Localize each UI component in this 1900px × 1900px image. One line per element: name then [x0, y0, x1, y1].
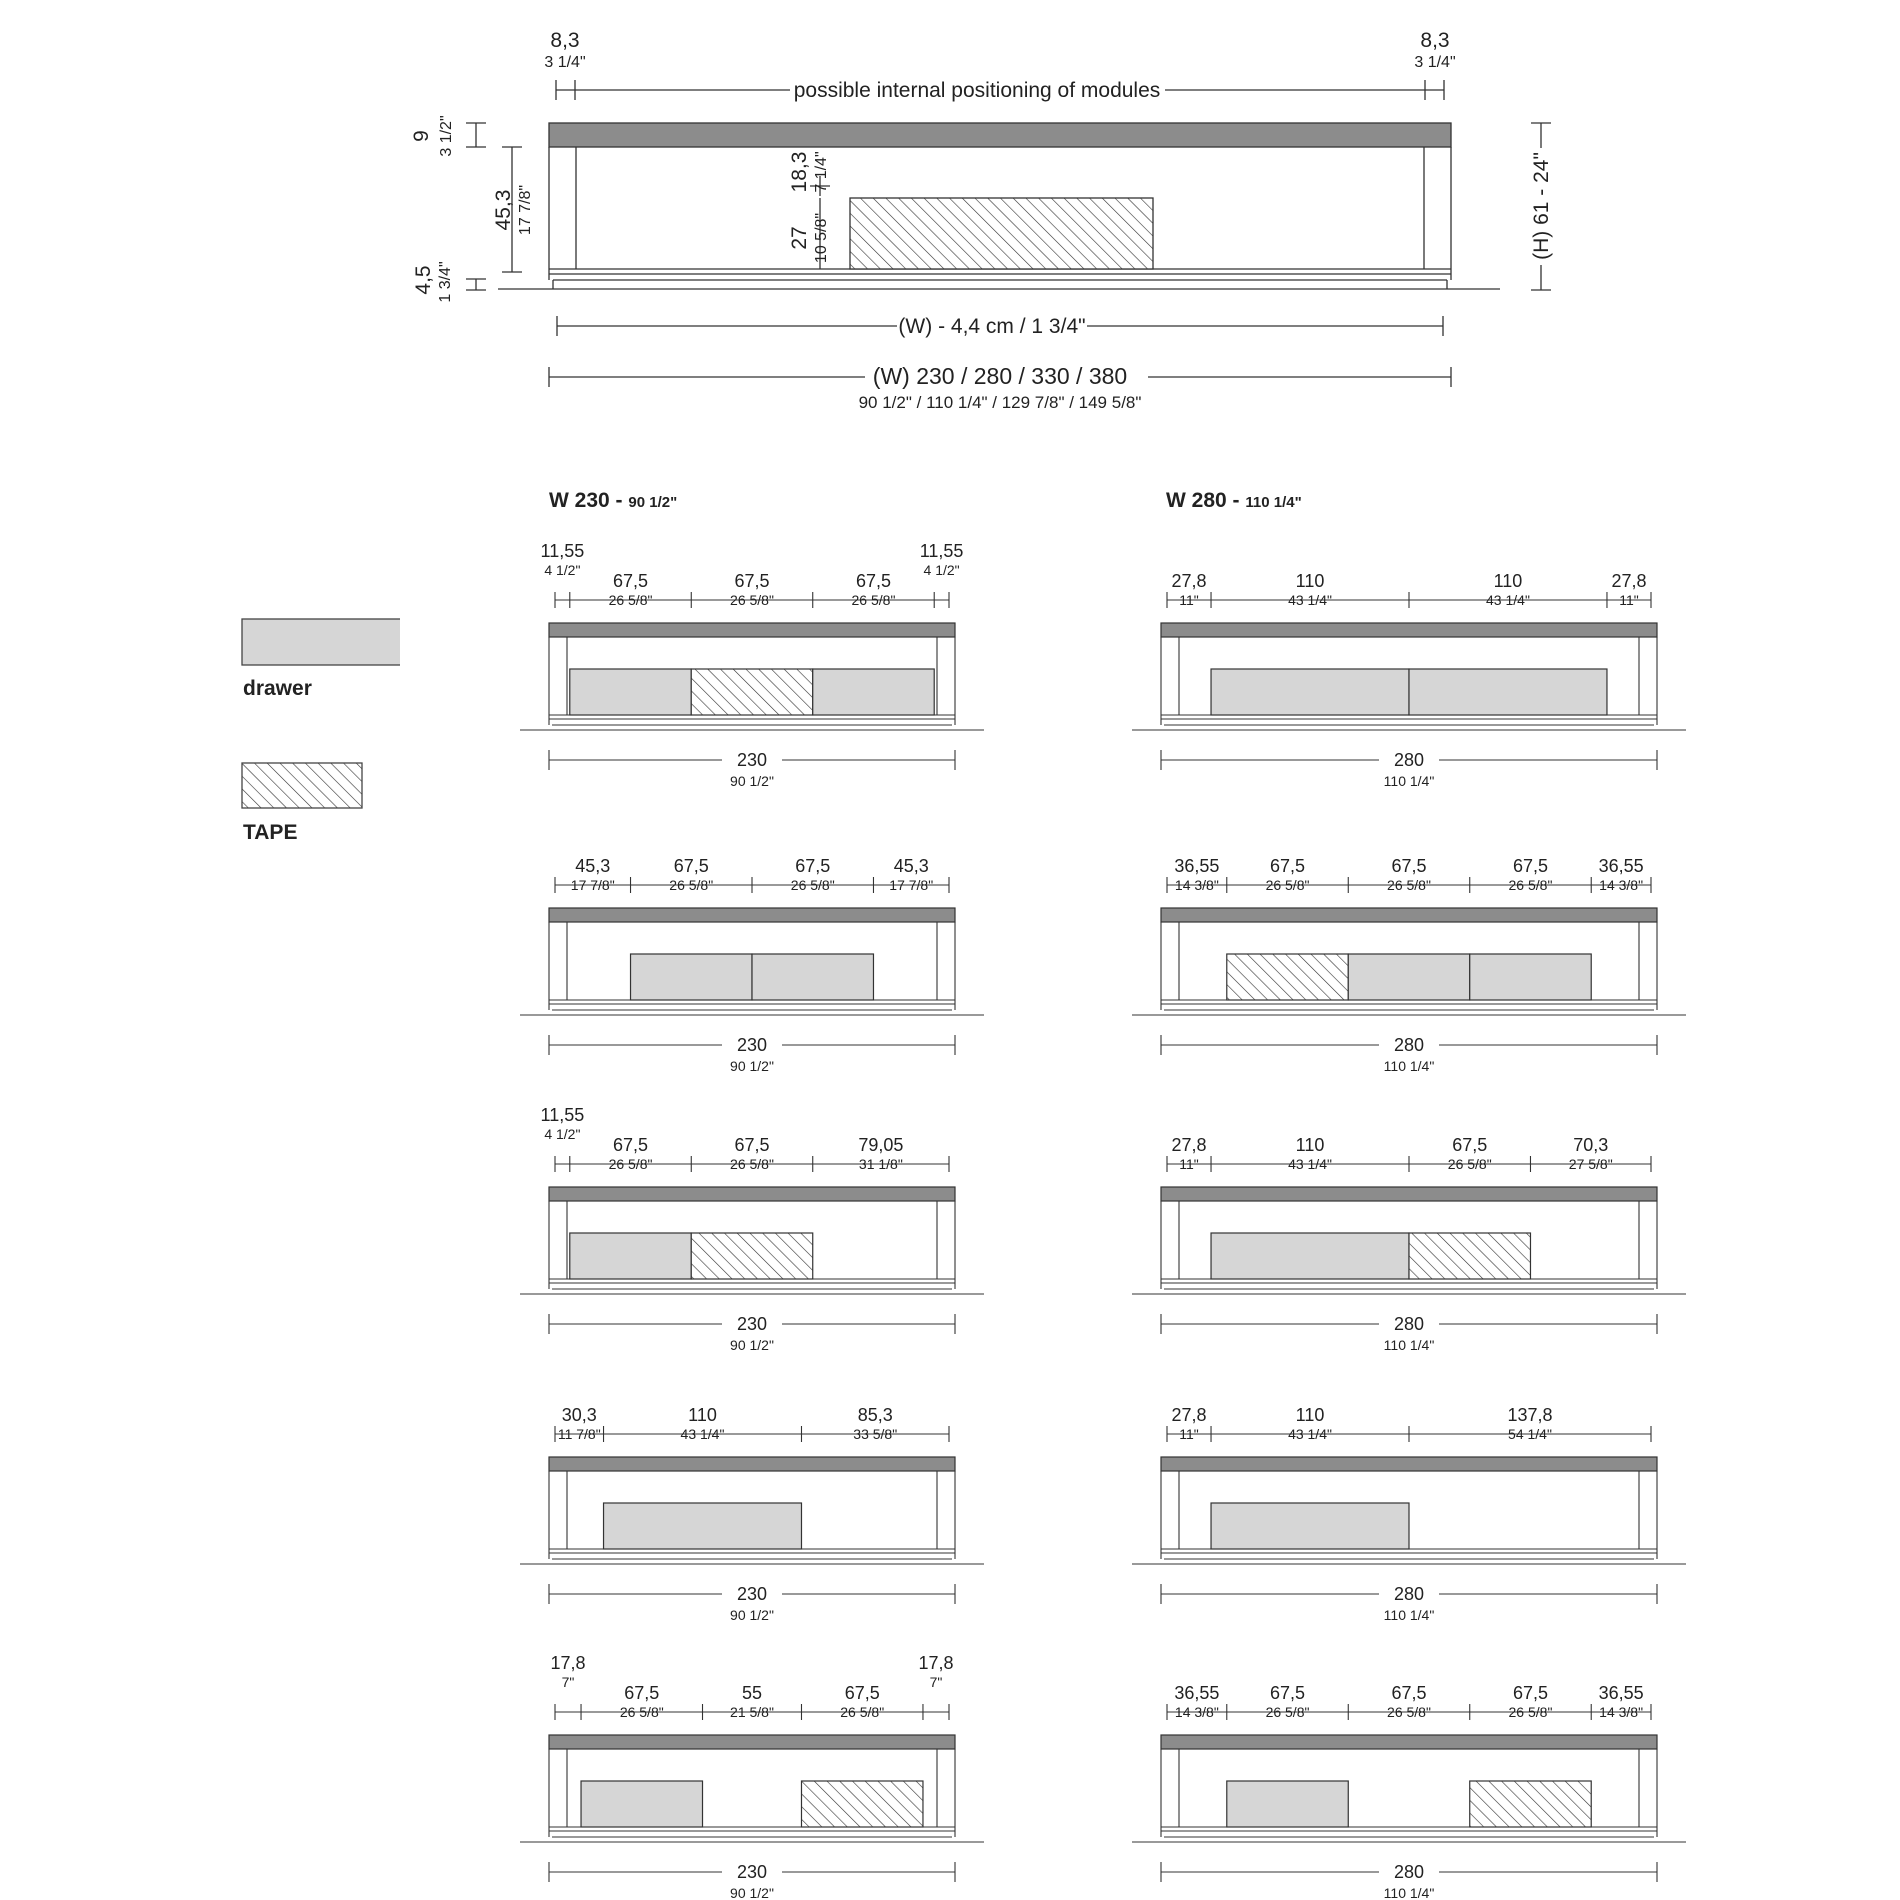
- legend-tape-label: TAPE: [243, 821, 298, 844]
- w230-config-4-dim-1-cm: 110: [688, 1405, 717, 1425]
- w230-config-4-dim-0-cm: 30,3: [561, 1405, 597, 1425]
- overview-top-cm: 9: [410, 130, 433, 142]
- overview-height-label: (H) 61 - 24": [1530, 152, 1553, 260]
- w230-config-4-dim-1-in: 43 1/4": [680, 1426, 725, 1442]
- w280-config-5-dim-4-cm: 36,55: [1598, 1683, 1644, 1703]
- w230-config-3-dim-0-cm: 11,55: [540, 1105, 585, 1125]
- w280-config-4-dim-1-cm: 110: [1295, 1405, 1325, 1425]
- w280-config-2-dim-2-cm: 67,5: [1391, 856, 1427, 876]
- w280-config-1-dim-0-cm: 27,8: [1171, 571, 1207, 591]
- w230-config-3-dim-2-in: 26 5/8": [730, 1156, 774, 1172]
- w280-config-4-total-in: 110 1/4": [1383, 1607, 1435, 1623]
- w230-config-5-dim-0-cm: 17,8: [550, 1653, 586, 1673]
- w230-config-2-module-1-drawer: [752, 954, 873, 1000]
- w230-config-1-dim-0-in: 4 1/2": [544, 562, 581, 578]
- w230-config-4-module-0-drawer: [604, 1503, 802, 1549]
- overview-tape-module: [850, 198, 1153, 269]
- w280-config-4-top-panel: [1161, 1457, 1657, 1471]
- w230-config-5-dim-1-cm: 67,5: [624, 1683, 660, 1703]
- w230-config-5-dim-4-in: 7": [929, 1674, 943, 1690]
- w230-config-1-dim-0-cm: 11,55: [540, 541, 585, 561]
- w230-config-3-dim-0-in: 4 1/2": [544, 1126, 581, 1142]
- w280-config-5-total-in: 110 1/4": [1383, 1885, 1435, 1900]
- w230-config-2-dim-2-cm: 67,5: [795, 856, 831, 876]
- w280-config-2-dim-4-in: 14 3/8": [1599, 877, 1644, 893]
- w230-config-1-dim-3-cm: 67,5: [855, 571, 891, 591]
- section-title-w280-main: W 280 -: [1166, 489, 1240, 512]
- w280-config-5-dim-1-in: 26 5/8": [1265, 1704, 1310, 1720]
- w230-config-1-dim-3-in: 26 5/8": [851, 592, 896, 608]
- w230-config-3-top-panel: [549, 1187, 955, 1201]
- w230-config-5-total-cm: 230: [736, 1862, 768, 1882]
- w230-config-1-dim-2-cm: 67,5: [734, 571, 770, 591]
- w280-config-1-dim-2-in: 43 1/4": [1486, 592, 1530, 608]
- overview-cavity-in: 17 7/8": [517, 184, 534, 236]
- w230-config-5-dim-3-cm: 67,5: [844, 1683, 880, 1703]
- w280-config-3-dim-1-in: 43 1/4": [1288, 1156, 1332, 1172]
- overview-side-clear-right-in: 3 1/4": [1414, 54, 1456, 71]
- w230-config-3-total-in: 90 1/2": [730, 1337, 774, 1353]
- w280-config-2-dim-0-in: 14 3/8": [1174, 877, 1219, 893]
- w280-config-2-dim-0-cm: 36,55: [1174, 856, 1220, 876]
- w280-config-2-dim-3-cm: 67,5: [1512, 856, 1549, 876]
- w230-config-3-dim-1-cm: 67,5: [613, 1135, 649, 1155]
- w280-config-4-dim-0-cm: 27,8: [1171, 1405, 1207, 1425]
- w280-config-3-module-1-tape: [1409, 1233, 1530, 1279]
- w280-config-5-top-panel: [1161, 1735, 1657, 1749]
- w230-config-2-dim-1-cm: 67,5: [673, 856, 709, 876]
- w280-config-4-dim-0-in: 11": [1179, 1426, 1199, 1442]
- overview-side-clear-left-in: 3 1/4": [544, 54, 586, 71]
- w230-config-5-dim-3-in: 26 5/8": [840, 1704, 885, 1720]
- w280-config-3-top-panel: [1161, 1187, 1657, 1201]
- overview-internal-label: possible internal positioning of modules: [793, 79, 1161, 102]
- overview-module-h-cm: 27: [788, 226, 811, 250]
- w230-config-2-dim-3-in: 17 7/8": [889, 877, 934, 893]
- w280-config-1-dim-3-cm: 27,8: [1611, 571, 1647, 591]
- w230-config-1-module-1-tape: [691, 669, 812, 715]
- w280-config-1-total-in: 110 1/4": [1383, 773, 1435, 789]
- w280-config-4-dim-2-in: 54 1/4": [1508, 1426, 1552, 1442]
- w230-config-5-dim-1-in: 26 5/8": [619, 1704, 664, 1720]
- overview-module-h-in: 10 5/8": [813, 212, 830, 264]
- w230-config-1-dim-1-in: 26 5/8": [608, 592, 653, 608]
- w230-config-1-dim-1-cm: 67,5: [613, 571, 649, 591]
- w280-config-3-dim-0-cm: 27,8: [1171, 1135, 1207, 1155]
- w280-config-1-dim-2-cm: 110: [1493, 571, 1523, 591]
- section-title-w230-main: W 230 -: [549, 489, 623, 512]
- w230-config-2-dim-2-in: 26 5/8": [790, 877, 835, 893]
- w280-config-4-dim-1-in: 43 1/4": [1288, 1426, 1332, 1442]
- w230-config-5-module-2-tape: [801, 1781, 922, 1827]
- w230-config-5-dim-2-in: 21 5/8": [730, 1704, 774, 1720]
- w280-config-5-module-2-tape: [1470, 1781, 1591, 1827]
- w280-config-1-dim-0-in: 11": [1179, 592, 1199, 608]
- overview-width-label-in: 90 1/2" / 110 1/4" / 129 7/8" / 149 5/8": [858, 393, 1142, 412]
- overview-side-clear-left-cm: 8,3: [550, 29, 580, 52]
- w230-config-4-dim-2-cm: 85,3: [857, 1405, 893, 1425]
- w280-config-3-total-cm: 280: [1393, 1314, 1425, 1334]
- overview-side-clear-right-cm: 8,3: [1420, 29, 1450, 52]
- w280-config-2-top-panel: [1161, 908, 1657, 922]
- w280-config-5-dim-4-in: 14 3/8": [1599, 1704, 1644, 1720]
- w280-config-1-total-cm: 280: [1393, 750, 1425, 770]
- w280-config-5-dim-3-in: 26 5/8": [1508, 1704, 1553, 1720]
- w280-config-2-total-in: 110 1/4": [1383, 1058, 1435, 1074]
- w280-config-2-dim-1-in: 26 5/8": [1265, 877, 1310, 893]
- w280-config-5-dim-2-cm: 67,5: [1391, 1683, 1427, 1703]
- overview-width-label: (W) 230 / 280 / 330 / 380: [872, 363, 1128, 389]
- w280-config-2-dim-2-in: 26 5/8": [1387, 877, 1431, 893]
- w230-config-4-total-in: 90 1/2": [730, 1607, 774, 1623]
- w280-config-2-module-1-drawer: [1348, 954, 1469, 1000]
- w230-config-1-top-panel: [549, 623, 955, 637]
- w280-config-2-module-0-tape: [1227, 954, 1348, 1000]
- w230-config-2-dim-3-cm: 45,3: [893, 856, 929, 876]
- w280-config-1-module-0-drawer: [1211, 669, 1409, 715]
- w280-config-1-dim-3-in: 11": [1619, 592, 1639, 608]
- w230-config-2-dim-0-in: 17 7/8": [570, 877, 615, 893]
- w230-config-5-dim-0-in: 7": [561, 1674, 575, 1690]
- w230-config-3-dim-2-cm: 67,5: [734, 1135, 770, 1155]
- w230-config-1-module-2-drawer: [813, 669, 934, 715]
- w230-config-1-total-cm: 230: [736, 750, 768, 770]
- w280-config-3-dim-1-cm: 110: [1295, 1135, 1325, 1155]
- w230-config-3-total-cm: 230: [736, 1314, 768, 1334]
- legend-drawer-label: drawer: [243, 677, 312, 700]
- w280-config-2-dim-3-in: 26 5/8": [1508, 877, 1553, 893]
- overview-top-in: 3 1/2": [438, 115, 455, 157]
- w230-config-4-total-cm: 230: [736, 1584, 768, 1604]
- w230-config-4-dim-2-in: 33 5/8": [853, 1426, 898, 1442]
- w280-config-5-dim-3-cm: 67,5: [1512, 1683, 1549, 1703]
- w230-config-3-dim-1-in: 26 5/8": [608, 1156, 653, 1172]
- w230-config-2-total-cm: 230: [736, 1035, 768, 1055]
- w230-config-4-dim-0-in: 11 7/8": [557, 1426, 601, 1442]
- w230-config-5-total-in: 90 1/2": [730, 1885, 774, 1900]
- w230-config-5-dim-2-cm: 55: [741, 1683, 763, 1703]
- w280-config-4-module-0-drawer: [1211, 1503, 1409, 1549]
- w280-config-1-top-panel: [1161, 623, 1657, 637]
- w280-config-2-dim-4-cm: 36,55: [1598, 856, 1644, 876]
- w280-config-3-total-in: 110 1/4": [1383, 1337, 1435, 1353]
- w280-config-5-dim-1-cm: 67,5: [1269, 1683, 1306, 1703]
- w280-config-1-dim-1-in: 43 1/4": [1288, 592, 1332, 608]
- w230-config-1-dim-4-in: 4 1/2": [923, 562, 960, 578]
- w230-config-3-module-1-tape: [691, 1233, 812, 1279]
- w230-config-3-dim-3-in: 31 1/8": [858, 1156, 903, 1172]
- w280-config-2-total-cm: 280: [1393, 1035, 1425, 1055]
- w230-config-2-module-0-drawer: [631, 954, 752, 1000]
- w280-config-3-dim-2-in: 26 5/8": [1447, 1156, 1492, 1172]
- w280-config-5-dim-0-cm: 36,55: [1174, 1683, 1220, 1703]
- overview-module-top-in: 7 1/4": [813, 151, 830, 193]
- w230-config-3-dim-3-cm: 79,05: [858, 1135, 904, 1155]
- section-title-w230-inch: 90 1/2": [628, 494, 678, 511]
- w280-config-5-dim-0-in: 14 3/8": [1174, 1704, 1219, 1720]
- overview-base-in: 1 3/4": [437, 261, 454, 303]
- w280-config-5-dim-2-in: 26 5/8": [1387, 1704, 1431, 1720]
- w230-config-2-top-panel: [549, 908, 955, 922]
- w280-config-2-dim-1-cm: 67,5: [1269, 856, 1306, 876]
- w280-config-5-module-0-drawer: [1227, 1781, 1348, 1827]
- w230-config-1-total-in: 90 1/2": [730, 773, 774, 789]
- w230-config-2-total-in: 90 1/2": [730, 1058, 774, 1074]
- w280-config-3-dim-3-in: 27 5/8": [1568, 1156, 1613, 1172]
- w280-config-4-dim-2-cm: 137,8: [1507, 1405, 1553, 1425]
- w230-config-1-dim-2-in: 26 5/8": [730, 592, 774, 608]
- w280-config-4-total-cm: 280: [1393, 1584, 1425, 1604]
- w230-config-1-dim-4-cm: 11,55: [919, 541, 964, 561]
- section-title-w280-inch: 110 1/4": [1245, 494, 1302, 511]
- w280-config-2-module-2-drawer: [1470, 954, 1591, 1000]
- w280-config-5-total-cm: 280: [1393, 1862, 1425, 1882]
- w280-config-3-dim-3-cm: 70,3: [1573, 1135, 1609, 1155]
- w230-config-4-top-panel: [549, 1457, 955, 1471]
- w230-config-5-top-panel: [549, 1735, 955, 1749]
- w230-config-3-module-0-drawer: [570, 1233, 691, 1279]
- w280-config-1-dim-1-cm: 110: [1295, 571, 1325, 591]
- overview-base-cm: 4,5: [412, 265, 435, 295]
- overview-inner-width-label: (W) - 4,4 cm / 1 3/4": [898, 315, 1086, 338]
- w280-config-3-dim-0-in: 11": [1179, 1156, 1199, 1172]
- w230-config-2-dim-0-cm: 45,3: [575, 856, 611, 876]
- w230-config-1-module-0-drawer: [570, 669, 691, 715]
- w280-config-1-module-1-drawer: [1409, 669, 1607, 715]
- overview-cavity-cm: 45,3: [492, 189, 515, 231]
- w280-config-3-module-0-drawer: [1211, 1233, 1409, 1279]
- overview-top-panel: [549, 123, 1451, 147]
- w230-config-2-dim-1-in: 26 5/8": [669, 877, 714, 893]
- w230-config-5-dim-4-cm: 17,8: [918, 1653, 954, 1673]
- overview-module-top-cm: 18,3: [788, 151, 811, 193]
- w280-config-3-dim-2-cm: 67,5: [1452, 1135, 1488, 1155]
- w230-config-5-module-0-drawer: [581, 1781, 702, 1827]
